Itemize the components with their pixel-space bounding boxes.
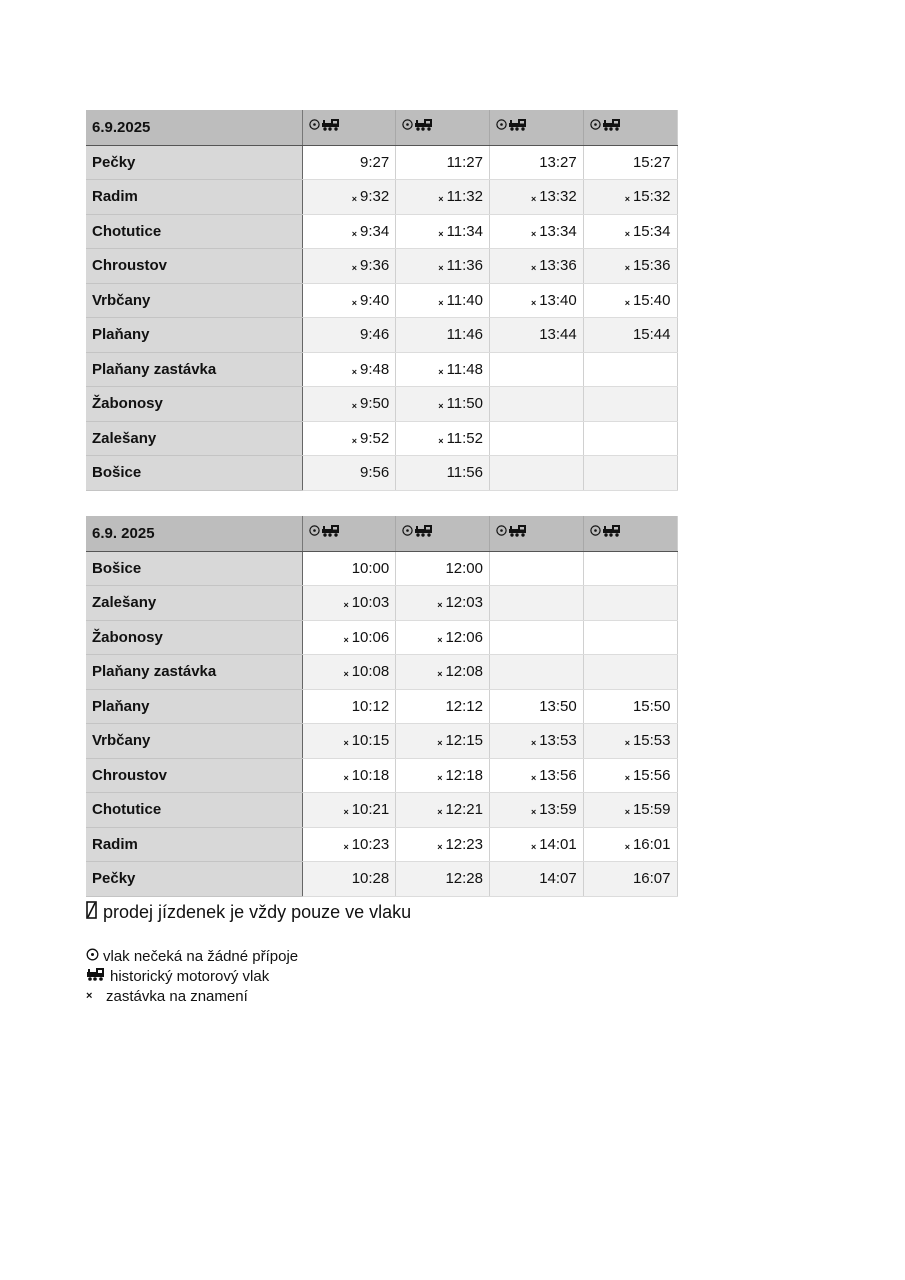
departure-time: 12:08 [445, 663, 483, 681]
departure-time-cell [490, 214, 584, 249]
departure-time: 14:07 [539, 870, 577, 888]
request-stop-mark: × [351, 263, 358, 274]
departure-time-cell [302, 724, 396, 759]
departure-time-cell [302, 283, 396, 318]
timetable-row [86, 283, 677, 318]
request-stop-mark: × [438, 435, 444, 446]
departure-time: 11:40 [446, 291, 483, 309]
station-name: Zalešany [86, 586, 302, 621]
request-stop-mark: × [624, 263, 630, 274]
station-name: Žabonosy [86, 387, 302, 422]
train-symbol-group [402, 524, 434, 537]
station-name: Žabonosy [86, 620, 302, 655]
departure-time: 9:34 [360, 222, 390, 240]
departure-time-cell [302, 249, 396, 284]
departure-time: 13:56 [539, 766, 577, 784]
timetable-return [86, 516, 678, 897]
train-symbol-group [496, 118, 528, 131]
departure-time: 12:23 [445, 835, 483, 853]
departure-time-cell [583, 145, 677, 180]
departure-time: 10:00 [351, 559, 390, 577]
departure-time-cell [396, 249, 490, 284]
request-stop-mark: × [343, 634, 349, 645]
request-stop-mark: × [530, 738, 537, 749]
departure-time-cell [583, 456, 677, 491]
departure-time: 12:03 [445, 594, 483, 612]
departure-time: 9:32 [360, 188, 390, 206]
departure-time-cell [302, 180, 396, 215]
request-stop-mark: × [351, 297, 358, 308]
departure-time: 10:18 [351, 766, 390, 784]
departure-time-cell [583, 551, 677, 586]
departure-time-cell [490, 180, 584, 215]
timetable-header-row [86, 110, 677, 145]
departure-time-cell [490, 793, 584, 828]
clock-icon [590, 525, 601, 536]
departure-time: 13:32 [539, 188, 577, 206]
clock-icon [496, 119, 507, 130]
request-stop-mark: × [438, 228, 444, 239]
request-stop-mark: × [437, 738, 443, 749]
departure-time: 13:34 [539, 222, 577, 240]
departure-time: 15:36 [632, 257, 671, 275]
request-stop-mark: × [530, 841, 537, 852]
departure-time-cell [583, 352, 677, 387]
historic-train-icon [321, 524, 341, 537]
departure-time-cell [490, 318, 584, 353]
departure-time-cell [490, 655, 584, 690]
legend-text: zastávka na znamení [106, 987, 248, 1005]
train-symbols [490, 110, 584, 145]
train-symbols [583, 110, 677, 145]
request-stop-mark: × [530, 297, 537, 308]
departure-time-cell [490, 689, 584, 724]
station-name: Radim [86, 827, 302, 862]
departure-time: 12:21 [445, 801, 483, 819]
station-name: Chroustov [86, 249, 302, 284]
departure-time-cell [490, 586, 584, 621]
departure-time-cell [583, 655, 677, 690]
departure-time-cell [396, 793, 490, 828]
timetable-row [86, 551, 677, 586]
request-stop-mark: × [437, 600, 443, 611]
departure-time: 9:36 [360, 257, 390, 275]
historic-train-icon [602, 524, 622, 537]
departure-time: 12:00 [445, 559, 483, 577]
train-symbol-group [590, 118, 622, 131]
departure-time-cell [396, 862, 490, 897]
request-stop-mark: × [351, 366, 358, 377]
departure-time: 15:53 [632, 732, 671, 750]
request-stop-mark: × [351, 194, 358, 205]
departure-time-cell [490, 249, 584, 284]
timetable-row [86, 214, 677, 249]
timetable-row [86, 421, 677, 456]
departure-time: 10:12 [351, 697, 390, 715]
departure-time-cell [490, 620, 584, 655]
timetable-date: 6.9.2025 [86, 110, 302, 145]
request-stop-mark: × [624, 228, 630, 239]
departure-time: 11:56 [446, 464, 483, 482]
timetable-header-row [86, 516, 677, 551]
departure-time-cell [302, 214, 396, 249]
departure-time-cell [302, 318, 396, 353]
departure-time-cell [583, 827, 677, 862]
ticket-note-text: prodej jízdenek je vždy pouze ve vlaku [103, 902, 412, 922]
timetable-outbound [86, 110, 678, 491]
legend-item [86, 986, 298, 1006]
train-symbol-group [402, 118, 434, 131]
request-stop-mark: × [343, 807, 349, 818]
train-symbols [302, 110, 396, 145]
request-stop-mark: × [438, 401, 444, 412]
legend-text: historický motorový vlak [110, 967, 270, 985]
departure-time-cell [490, 145, 584, 180]
request-stop-mark: × [437, 841, 443, 852]
request-stop-mark: × [437, 772, 443, 783]
departure-time-cell [583, 180, 677, 215]
clock-icon [309, 119, 320, 130]
departure-time-cell [302, 655, 396, 690]
departure-time: 12:06 [445, 628, 483, 646]
departure-time-cell [583, 283, 677, 318]
train-symbols [396, 516, 490, 551]
departure-time: 15:56 [632, 766, 671, 784]
request-stop-mark: × [530, 772, 537, 783]
departure-time-cell [583, 387, 677, 422]
timetable-row [86, 862, 677, 897]
timetable-date: 6.9. 2025 [86, 516, 302, 551]
departure-time: 11:34 [446, 222, 483, 240]
departure-time: 13:36 [539, 257, 577, 275]
departure-time: 9:50 [360, 395, 390, 413]
departure-time: 9:27 [360, 153, 390, 171]
departure-time-cell [396, 724, 490, 759]
request-stop-mark: × [624, 297, 630, 308]
legend-item [86, 946, 298, 966]
departure-time-cell [396, 456, 490, 491]
station-name: Chroustov [86, 758, 302, 793]
departure-time-cell [490, 758, 584, 793]
request-stop-mark: × [438, 194, 444, 205]
departure-time-cell [302, 456, 396, 491]
clock-icon [402, 525, 413, 536]
historic-train-icon [321, 118, 341, 131]
timetable-row [86, 655, 677, 690]
departure-time-cell [396, 620, 490, 655]
departure-time-cell [302, 551, 396, 586]
request-stop-mark: × [343, 600, 349, 611]
departure-time: 12:28 [445, 870, 483, 888]
request-stop-mark: × [624, 841, 630, 852]
departure-time-cell [490, 421, 584, 456]
historic-train-icon [414, 524, 434, 537]
departure-time-cell [583, 793, 677, 828]
departure-time: 9:52 [360, 429, 390, 447]
departure-time-cell [583, 318, 677, 353]
departure-time: 11:50 [446, 395, 483, 413]
clock-icon [309, 525, 320, 536]
departure-time-cell [396, 318, 490, 353]
departure-time: 15:40 [632, 291, 671, 309]
departure-time: 12:15 [445, 732, 483, 750]
historic-train-icon [602, 118, 622, 131]
departure-time-cell [302, 827, 396, 862]
request-stop-mark: × [437, 669, 443, 680]
departure-time: 11:36 [446, 257, 483, 275]
request-stop-mark: × [624, 738, 630, 749]
departure-time-cell [583, 758, 677, 793]
departure-time: 12:12 [445, 697, 483, 715]
departure-time-cell [302, 689, 396, 724]
historic-train-icon [86, 967, 106, 985]
clock-icon [402, 119, 413, 130]
departure-time-cell [490, 551, 584, 586]
departure-time-cell [490, 827, 584, 862]
request-stop-mark: × [343, 772, 349, 783]
departure-time-cell [490, 283, 584, 318]
departure-time: 16:01 [632, 835, 671, 853]
departure-time-cell [490, 862, 584, 897]
departure-time: 9:56 [360, 464, 390, 482]
timetable-row [86, 387, 677, 422]
timetable-row [86, 145, 677, 180]
request-stop-mark: × [437, 807, 443, 818]
departure-time-cell [583, 724, 677, 759]
departure-time-cell [490, 456, 584, 491]
x-mark: × [86, 990, 93, 1002]
station-name: Zalešany [86, 421, 302, 456]
departure-time-cell [302, 352, 396, 387]
timetable-row [86, 620, 677, 655]
station-name: Pečky [86, 862, 302, 897]
ticket-note [86, 900, 411, 925]
clock-icon [590, 119, 601, 130]
departure-time: 13:59 [539, 801, 577, 819]
departure-time: 10:08 [351, 663, 390, 681]
legend-item [86, 966, 298, 986]
departure-time-cell [396, 214, 490, 249]
request-stop-mark: × [437, 634, 443, 645]
timetable-row [86, 456, 677, 491]
station-name: Radim [86, 180, 302, 215]
departure-time: 13:27 [539, 153, 577, 171]
request-stop-mark: × [438, 263, 444, 274]
departure-time: 9:46 [360, 326, 390, 344]
station-name: Vrbčany [86, 283, 302, 318]
departure-time: 9:40 [360, 291, 390, 309]
train-symbol-group [590, 524, 622, 537]
request-stop-mark: × [530, 263, 537, 274]
timetable-row [86, 586, 677, 621]
timetable-row [86, 793, 677, 828]
historic-train-icon [508, 524, 528, 537]
departure-time-cell [396, 827, 490, 862]
departure-time: 13:53 [539, 732, 577, 750]
station-name: Plaňany zastávka [86, 352, 302, 387]
station-name: Bošice [86, 551, 302, 586]
departure-time-cell [396, 283, 490, 318]
station-name: Vrbčany [86, 724, 302, 759]
request-stop-mark: × [438, 297, 444, 308]
departure-time-cell [302, 421, 396, 456]
departure-time: 11:27 [446, 153, 483, 171]
timetable-row [86, 318, 677, 353]
station-name: Plaňany zastávka [86, 655, 302, 690]
departure-time: 15:44 [632, 326, 671, 344]
departure-time: 13:50 [539, 697, 577, 715]
departure-time-cell [302, 793, 396, 828]
timetable-row [86, 758, 677, 793]
departure-time: 12:18 [445, 766, 483, 784]
departure-time: 10:21 [351, 801, 390, 819]
departure-time-cell [396, 689, 490, 724]
departure-time-cell [490, 387, 584, 422]
request-stop-mark: × [351, 435, 358, 446]
departure-time-cell [396, 758, 490, 793]
departure-time-cell [396, 387, 490, 422]
legend-text: vlak nečeká na žádné přípoje [103, 947, 299, 965]
departure-time-cell [583, 689, 677, 724]
request-stop-mark: × [343, 841, 349, 852]
departure-time: 13:44 [539, 326, 577, 344]
departure-time-cell [302, 145, 396, 180]
departure-time-cell [396, 145, 490, 180]
request-stop-mark: × [530, 194, 537, 205]
clock-icon [496, 525, 507, 536]
departure-time-cell [490, 352, 584, 387]
request-stop-mark: × [438, 366, 444, 377]
station-name: Plaňany [86, 318, 302, 353]
departure-time-cell [302, 620, 396, 655]
departure-time: 15:59 [632, 801, 671, 819]
train-symbol-group [309, 524, 341, 537]
station-name: Chotutice [86, 793, 302, 828]
train-symbols [396, 110, 490, 145]
train-symbols [583, 516, 677, 551]
departure-time-cell [583, 214, 677, 249]
timetable-row [86, 249, 677, 284]
departure-time-cell [302, 387, 396, 422]
train-symbols [302, 516, 396, 551]
departure-time-cell [302, 586, 396, 621]
departure-time: 10:06 [351, 628, 390, 646]
departure-time: 14:01 [539, 835, 577, 853]
station-name: Chotutice [86, 214, 302, 249]
departure-time-cell [490, 724, 584, 759]
departure-time: 11:48 [446, 360, 483, 378]
departure-time-cell [583, 586, 677, 621]
legend [86, 946, 298, 1006]
departure-time-cell [396, 655, 490, 690]
timetable-row [86, 827, 677, 862]
departure-time: 10:28 [351, 870, 390, 888]
request-stop-mark: × [624, 194, 630, 205]
departure-time-cell [396, 352, 490, 387]
departure-time-cell [583, 620, 677, 655]
timetable-row [86, 352, 677, 387]
departure-time: 10:03 [351, 594, 390, 612]
departure-time-cell [302, 758, 396, 793]
timetable-row [86, 724, 677, 759]
departure-time: 10:15 [351, 732, 390, 750]
request-stop-mark: × [351, 401, 358, 412]
request-stop-mark: × [343, 738, 349, 749]
departure-time-cell [396, 421, 490, 456]
train-symbols [490, 516, 584, 551]
departure-time-cell [396, 586, 490, 621]
historic-train-icon [508, 118, 528, 131]
departure-time: 9:48 [360, 360, 390, 378]
train-symbol-group [496, 524, 528, 537]
ticket-icon [86, 900, 97, 925]
departure-time: 13:40 [539, 291, 577, 309]
request-stop-mark: × [343, 669, 349, 680]
request-stop-mark: × [351, 228, 358, 239]
departure-time: 15:34 [632, 222, 671, 240]
train-symbol-group [309, 118, 341, 131]
departure-time-cell [583, 249, 677, 284]
request-stop-mark: × [530, 807, 537, 818]
departure-time: 15:27 [632, 153, 671, 171]
departure-time: 10:23 [351, 835, 390, 853]
historic-train-icon [414, 118, 434, 131]
departure-time-cell [583, 421, 677, 456]
departure-time: 11:52 [446, 429, 483, 447]
request-stop-mark: × [624, 772, 630, 783]
clock-icon [86, 948, 99, 965]
departure-time: 15:32 [632, 188, 671, 206]
request-stop-mark: × [624, 807, 630, 818]
departure-time-cell [396, 180, 490, 215]
station-name: Bošice [86, 456, 302, 491]
departure-time: 15:50 [632, 697, 671, 715]
station-name: Plaňany [86, 689, 302, 724]
station-name: Pečky [86, 145, 302, 180]
departure-time: 11:46 [446, 326, 483, 344]
timetable-row [86, 180, 677, 215]
departure-time-cell [583, 862, 677, 897]
departure-time: 11:32 [446, 188, 483, 206]
departure-time: 16:07 [632, 870, 671, 888]
departure-time-cell [302, 862, 396, 897]
timetable-row [86, 689, 677, 724]
departure-time-cell [396, 551, 490, 586]
request-stop-mark: × [530, 228, 537, 239]
